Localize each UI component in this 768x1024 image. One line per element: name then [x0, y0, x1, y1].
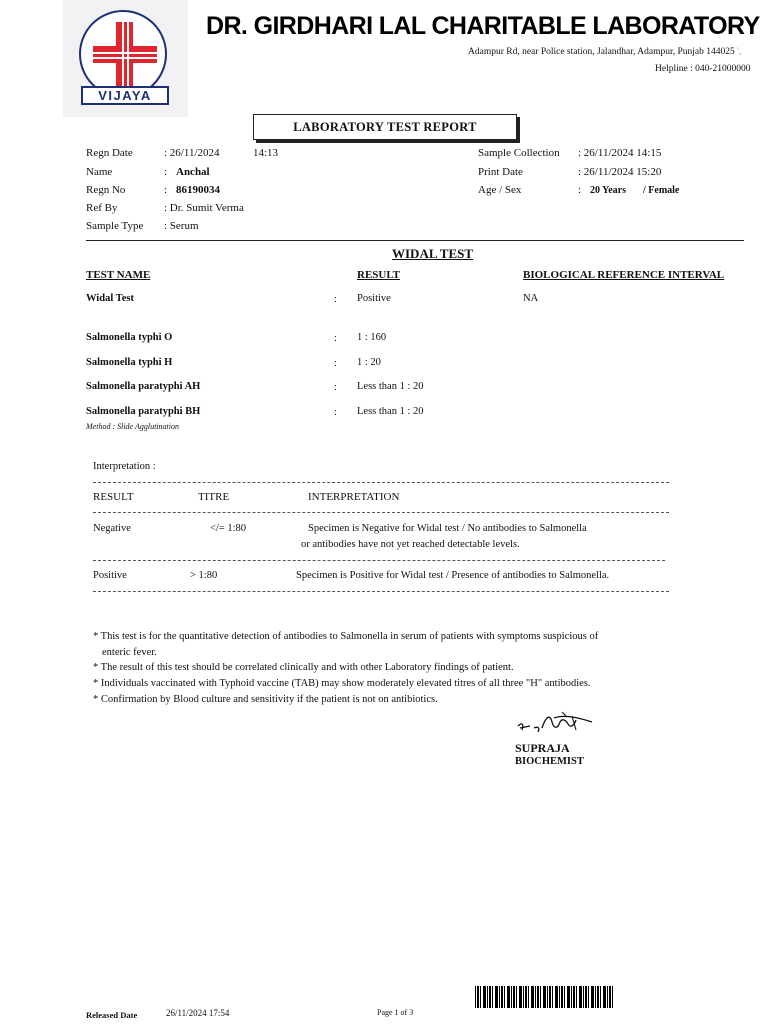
interp-header-interpretation: INTERPRETATION — [308, 491, 400, 503]
column-result: RESULT — [357, 269, 401, 281]
address-text: Adampur Rd, near Police station, Jalandhar, Adampur, Punjab 144025 — [468, 47, 735, 57]
interp-row-text: Specimen is Negative for Widal test / No antibodies to Salmonella — [308, 523, 587, 534]
logo-text: VIJAYA — [81, 86, 169, 105]
test-colon: : — [334, 333, 337, 344]
test-colon: : — [334, 294, 337, 305]
ref-by-value: : Dr. Sumit Verma — [164, 202, 244, 214]
age-sex-label: Age / Sex — [478, 184, 522, 196]
test-name: Salmonella paratyphi BH — [86, 406, 201, 417]
interp-row-titre: > 1:80 — [190, 570, 218, 581]
lab-helpline: Helpline : 040-21000000 — [655, 64, 751, 74]
red-cross-bar — [93, 46, 157, 63]
sample-type-label: Sample Type — [86, 220, 144, 232]
age-value: 20 Years — [590, 185, 627, 196]
lab-address — [468, 47, 741, 57]
section-divider — [86, 240, 744, 241]
cross-stripe — [127, 22, 129, 86]
dashed-divider — [93, 560, 665, 561]
name-label: Name — [86, 166, 113, 178]
note-item: * Individuals vaccinated with Typhoid vaccine (TAB) may show moderately elevated titres of all three "H" antibodies. — [93, 678, 591, 689]
age-sex-colon: : — [578, 184, 582, 196]
test-colon: : — [334, 407, 337, 418]
ref-by-label: Ref By — [86, 202, 118, 214]
regn-date-value: : 26/11/2024 — [164, 147, 220, 159]
test-name: Salmonella typhi O — [86, 332, 173, 343]
note-item: * The result of this test should be correlated clinically and with other Laboratory findings of patient. — [93, 662, 514, 673]
interp-header-titre: TITRE — [198, 491, 230, 503]
regn-no-colon: : — [164, 184, 168, 196]
lab-logo — [63, 0, 188, 117]
sex-value: / Female — [643, 185, 680, 196]
note-item: * Confirmation by Blood culture and sensitivity if the patient is not on antibiotics. — [93, 694, 438, 705]
test-result: Less than 1 : 20 — [357, 406, 424, 417]
dashed-divider — [93, 512, 669, 513]
column-reference: BIOLOGICAL REFERENCE INTERVAL — [523, 269, 725, 281]
test-name: Salmonella typhi H — [86, 357, 173, 368]
cross-stripe — [93, 52, 157, 54]
section-title: WIDAL TEST — [392, 246, 474, 261]
test-method: Method : Slide Agglutination — [86, 422, 179, 431]
note-item: * This test is for the quantitative detection of antibodies to Salmonella in serum of patients with symptoms suspicious of — [93, 631, 599, 642]
released-date-value: 26/11/2024 17:54 — [166, 1008, 230, 1018]
test-reference: NA — [523, 293, 539, 304]
test-result: 1 : 160 — [357, 332, 387, 343]
test-result: 1 : 20 — [357, 357, 381, 368]
sample-type-value: : Serum — [164, 220, 199, 232]
note-item-cont: enteric fever. — [102, 647, 157, 658]
report-title: LABORATORY TEST REPORT — [253, 114, 517, 140]
interp-row-result: Negative — [93, 523, 131, 534]
column-test-name: TEST NAME — [86, 269, 151, 281]
signature-image — [514, 706, 600, 740]
regn-no-label: Regn No — [86, 184, 126, 196]
test-colon: : — [334, 358, 337, 369]
lab-name: DR. GIRDHARI LAL CHARITABLE LABORATORY — [206, 12, 760, 40]
test-name: Salmonella paratyphi AH — [86, 381, 201, 392]
interp-row-titre: </= 1:80 — [210, 523, 247, 534]
print-date-value: : 26/11/2024 15:20 — [578, 166, 662, 178]
sample-collection-label: Sample Collection — [478, 147, 560, 159]
signatory-designation: BIOCHEMIST — [515, 756, 584, 767]
interp-row-text-cont: or antibodies have not yet reached detectable levels. — [301, 539, 520, 550]
regn-time-value: 14:13 — [253, 147, 279, 159]
interp-row-result: Positive — [93, 570, 127, 581]
dashed-divider — [93, 591, 669, 592]
address-suffix: ', — [737, 47, 742, 57]
regn-date-label: Regn Date — [86, 147, 133, 159]
released-date-label: Released Date — [86, 1010, 138, 1020]
page-number: Page 1 of 3 — [377, 1008, 414, 1017]
print-date-label: Print Date — [478, 166, 523, 178]
interp-row-text: Specimen is Positive for Widal test / Presence of antibodies to Salmonella. — [296, 570, 610, 581]
sample-collection-value: : 26/11/2024 14:15 — [578, 147, 662, 159]
test-result: Less than 1 : 20 — [357, 381, 424, 392]
barcode-image — [475, 986, 613, 1008]
signatory-name: SUPRAJA — [515, 741, 570, 755]
test-result: Positive — [357, 293, 391, 304]
test-name: Widal Test — [86, 293, 134, 304]
test-colon: : — [334, 382, 337, 393]
regn-no-value: 86190034 — [176, 184, 220, 196]
patient-name: Anchal — [176, 166, 210, 178]
cross-stripe — [93, 57, 157, 59]
name-colon: : — [164, 166, 168, 178]
dashed-divider — [93, 482, 669, 483]
cross-stripe — [122, 22, 124, 86]
interpretation-label: Interpretation : — [93, 461, 156, 472]
logo-circle — [79, 10, 167, 98]
interp-header-result: RESULT — [93, 491, 134, 503]
